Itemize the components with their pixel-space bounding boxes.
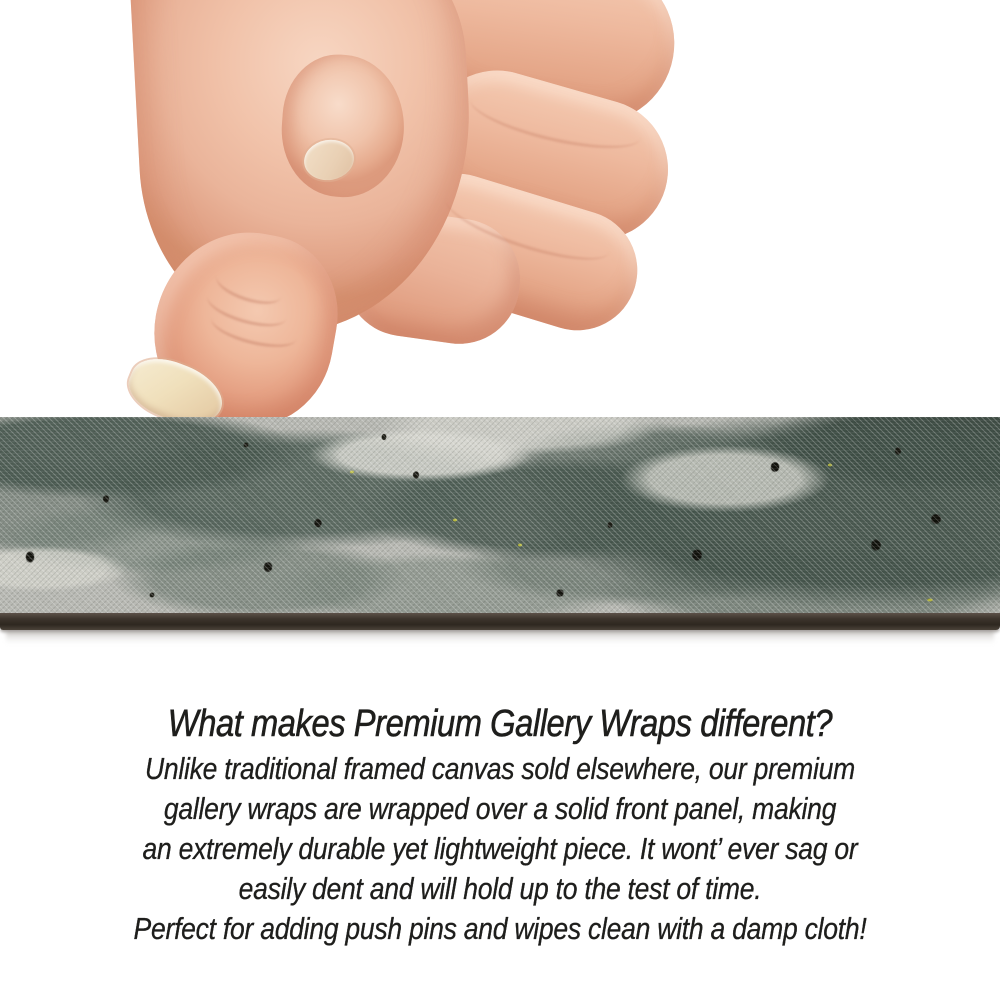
caption-block — [0, 700, 1000, 949]
caption-line: an extremely durable yet lightweight piece. It wont’ ever sag or — [142, 832, 858, 866]
caption-line: gallery wraps are wrapped over a solid front panel, making — [163, 792, 837, 826]
caption-line: Unlike traditional framed canvas sold elsewhere, our premium — [145, 752, 855, 786]
caption-heading: What makes Premium Gallery Wraps different? — [167, 703, 833, 745]
canvas-strip-shadow — [6, 631, 994, 644]
canvas-strip-dark-edge — [0, 613, 1000, 630]
caption-line: easily dent and will hold up to the test of time. — [238, 872, 762, 906]
caption-line: Perfect for adding push pins and wipes clean with a damp cloth! — [133, 912, 867, 946]
canvas-strip — [0, 417, 1000, 613]
